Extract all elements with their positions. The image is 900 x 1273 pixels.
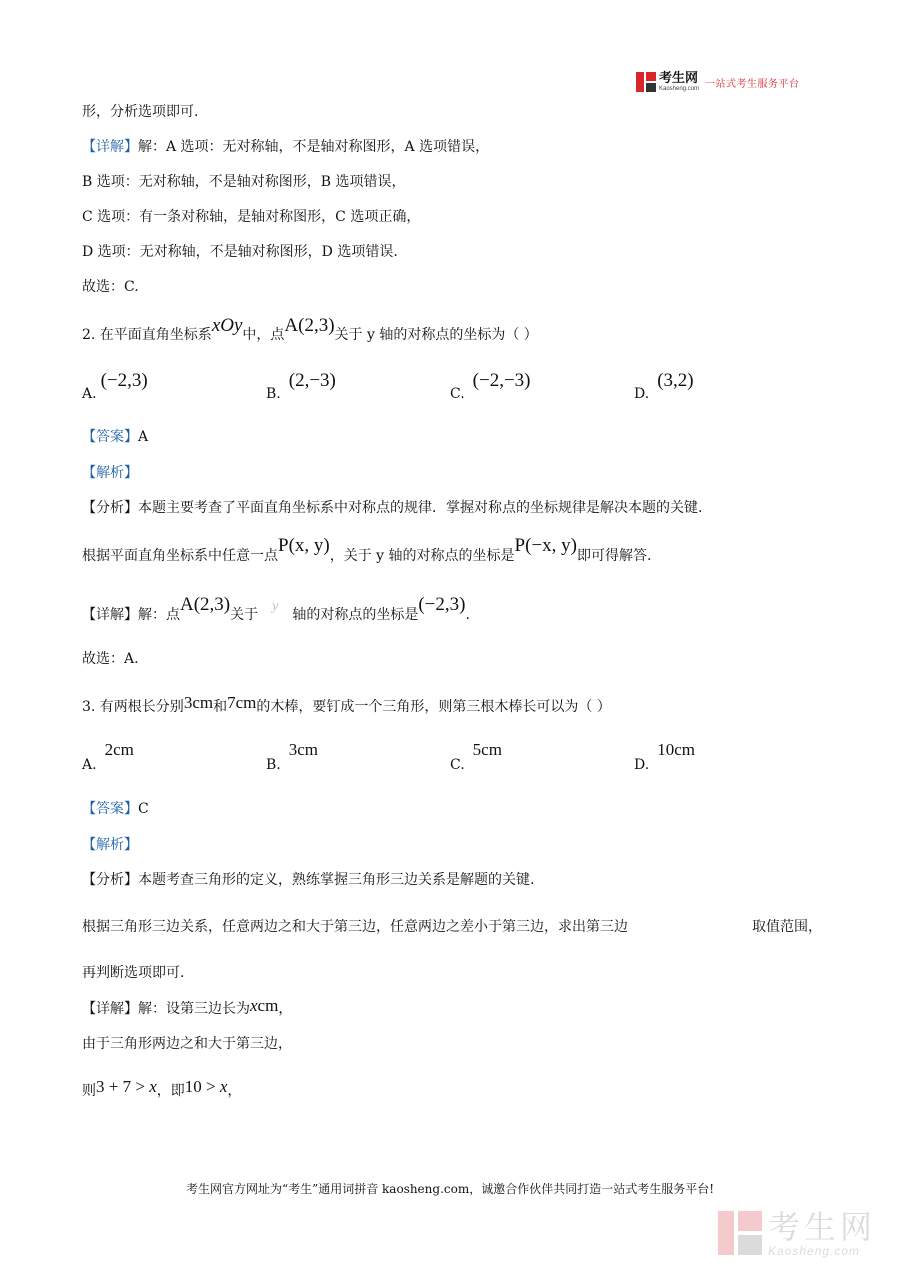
q3-option-d-value: 10cm <box>657 740 695 759</box>
q1-detail-d: D 选项：无对称轴，不是轴对称图形，D 选项错误. <box>82 244 398 260</box>
q3-stem-mid: 和 <box>213 699 228 715</box>
q2-detail-mid2: 轴的对称点的坐标是 <box>292 607 419 623</box>
q2-detail-pre: 解：点 <box>138 607 180 623</box>
q2-analysis-tag: 【解析】 <box>82 465 138 481</box>
q3-detail-pre: 解：设第三边长为 <box>138 1001 250 1017</box>
q2-rule-math-p: P(x, y) <box>278 535 330 556</box>
q2-detail-math-result: (−2,3) <box>418 594 466 615</box>
q2-option-b-value: (2,−3) <box>288 370 336 391</box>
q3-rule-c: 再判断选项即可. <box>82 965 185 981</box>
q2-stem-post: 关于 y 轴的对称点的坐标为（ ） <box>334 327 538 343</box>
q3-option-d <box>634 740 695 773</box>
q1-detail-a-text: 解：A 选项：无对称轴，不是轴对称图形，A 选项错误， <box>138 139 490 155</box>
q3-detail <box>82 998 292 1019</box>
q3-rule-b: 取值范围， <box>752 919 822 935</box>
q2-rule-math-p2: P(−x, y) <box>514 535 577 556</box>
q3-fenxi-tag: 【分析】 <box>82 872 138 888</box>
q2-option-c-value: (−2,−3) <box>472 370 531 391</box>
q3-option-c-value: 5cm <box>472 740 502 759</box>
q2-detail-post: . <box>465 607 470 623</box>
logo-slogan: 一站式考生服务平台 <box>705 78 800 90</box>
q2-option-c <box>450 370 531 402</box>
q2-option-a <box>82 370 148 402</box>
logo-domain: Kaosheng.com <box>659 86 700 92</box>
q2-option-d <box>634 370 694 402</box>
logo-text <box>659 72 699 92</box>
q3-then-math1: 3 + 7 > x <box>96 1077 157 1096</box>
q3-analysis-tag: 【解析】 <box>82 837 138 853</box>
q1-detail-a <box>82 137 489 157</box>
q3-since: 由于三角形两边之和大于第三边， <box>82 1036 292 1052</box>
q3-option-a-value: 2cm <box>104 740 134 759</box>
q3-option-c <box>450 740 502 773</box>
q3-then <box>82 1077 242 1101</box>
q2-stem <box>82 315 538 345</box>
q2-option-c-letter: C. <box>450 386 465 402</box>
q1-choose: 故选：C. <box>82 279 139 295</box>
q3-fenxi-text: 本题考查三角形的定义，熟练掌握三角形三边关系是解题的关键. <box>138 872 535 888</box>
q3-option-c-letter: C. <box>450 757 465 773</box>
q3-fenxi <box>82 870 534 890</box>
q2-answer-value: A <box>138 429 149 445</box>
q2-detail-math-a: A(2,3) <box>180 594 231 615</box>
q3-rule-a: 根据三角形三边关系，任意两边之和大于第三边，任意两边之差小于第三边，求出第三边 <box>82 919 628 935</box>
q3-then-mid: ，即 <box>156 1083 185 1099</box>
q1-detail-c: C 选项：有一条对称轴，是轴对称图形，C 选项正确， <box>82 209 421 225</box>
q3-detail-post: ， <box>278 1001 293 1017</box>
q3-answer-value: C <box>138 801 149 817</box>
q2-fenxi <box>82 498 702 518</box>
q2-fenxi-text: 本题主要考查了平面直角坐标系中对称点的规律．掌握对称点的坐标规律是解决本题的关键. <box>138 500 703 516</box>
q2-rule <box>82 535 652 566</box>
q2-option-d-letter: D. <box>634 386 650 402</box>
q3-stem-pre: 3. 有两根长分别 <box>82 699 184 715</box>
watermark-cn: 考生网 <box>768 1208 877 1246</box>
q2-rule-post: 即可得解答. <box>576 548 652 564</box>
q3-answer-tag: 【答案】 <box>82 801 138 817</box>
q3-option-b <box>266 740 319 773</box>
q2-option-a-value: (−2,3) <box>100 370 148 391</box>
logo-name: 考生网 <box>659 71 699 86</box>
q3-detail-tag: 【详解】 <box>82 1001 138 1017</box>
q2-fenxi-tag: 【分析】 <box>82 500 138 516</box>
watermark-en: Kaosheng.com <box>768 1244 861 1258</box>
q2-rule-mid: ，关于 y 轴的对称点的坐标是 <box>329 548 515 564</box>
q2-detail <box>82 594 470 626</box>
watermark-text <box>768 1208 877 1258</box>
logo-mark-icon <box>636 72 656 92</box>
q3-answer <box>82 799 149 819</box>
q3-stem-math-3cm: 3cm <box>183 693 214 712</box>
q3-stem-math-7cm: 7cm <box>227 693 257 712</box>
q2-option-a-letter: A. <box>82 386 97 402</box>
q2-detail-math-y: y <box>272 599 279 614</box>
q2-rule-pre: 根据平面直角坐标系中任意一点 <box>82 548 278 564</box>
q2-answer-tag: 【答案】 <box>82 429 138 445</box>
q2-detail-mid1: 关于 <box>230 607 259 623</box>
q1-detail-b: B 选项：无对称轴，不是轴对称图形，B 选项错误， <box>82 174 406 190</box>
watermark-logo <box>718 1208 877 1258</box>
q3-then-post: ， <box>227 1083 242 1099</box>
q3-then-math2: 10 > x <box>184 1077 228 1096</box>
q1-detail-tag: 【详解】 <box>82 139 138 155</box>
q3-option-a-letter: A. <box>82 757 97 773</box>
q2-stem-pre: 2. 在平面直角坐标系 <box>82 327 212 343</box>
q3-detail-math-x: xcm <box>250 996 279 1015</box>
watermark-mark-icon <box>718 1211 762 1255</box>
q3-stem-post: 的木棒，要钉成一个三角形，则第三根木棒长可以为（ ） <box>256 699 611 715</box>
q2-answer <box>82 427 148 447</box>
q3-option-b-letter: B. <box>266 757 281 773</box>
q2-stem-math-xoy: xOy <box>211 315 243 336</box>
q2-detail-tag: 【详解】 <box>82 607 138 623</box>
q3-stem <box>82 693 611 717</box>
q2-option-d-value: (3,2) <box>657 370 694 391</box>
q2-choose: 故选：A. <box>82 651 139 667</box>
q2-option-b <box>266 370 336 402</box>
q3-option-a <box>82 740 134 773</box>
q3-then-pre: 则 <box>82 1083 96 1099</box>
q1-tail-line: 形，分析选项即可. <box>82 104 199 120</box>
q2-option-b-letter: B. <box>266 386 281 402</box>
page-footer: 考生网官方网址为“考生”通用词拼音 kaosheng.com，诚邀合作伙伴共同打造一站式考生服务平台! <box>185 1182 715 1196</box>
q3-option-d-letter: D. <box>634 757 650 773</box>
q2-stem-mid: 中，点 <box>242 327 285 343</box>
q3-option-b-value: 3cm <box>288 740 319 759</box>
q2-stem-math-point: A(2,3) <box>284 315 335 336</box>
header-logo <box>636 70 800 94</box>
